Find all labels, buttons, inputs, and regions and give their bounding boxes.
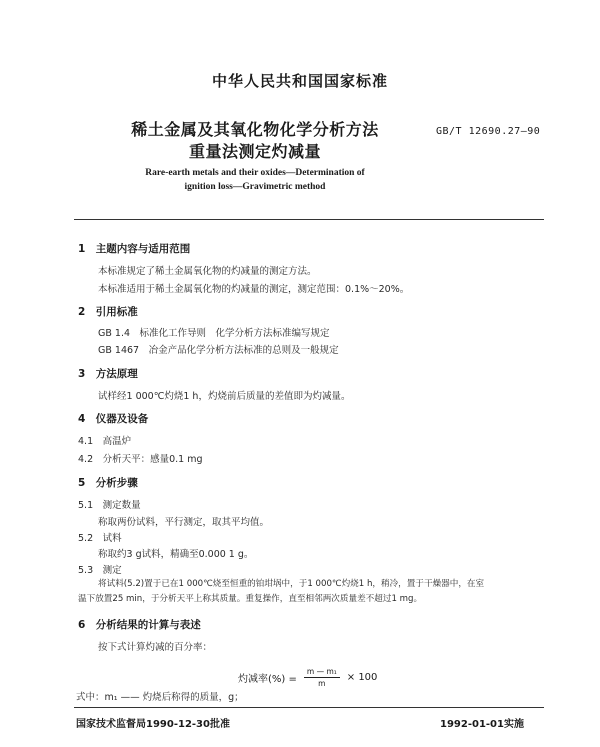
english-title-line2: ignition loss—Gravimetric method <box>184 182 326 192</box>
section-3-heading: 3 方法原理 <box>78 368 138 380</box>
approval-date: 国家技术监督局1990-12-30批准 <box>76 719 230 730</box>
item-5-2: 5.2 试料 <box>78 533 122 544</box>
formula-fraction <box>304 667 340 688</box>
standard-number: GB/T 12690.27—90 <box>436 126 541 137</box>
formula-denominator: m <box>318 679 326 688</box>
item-5-3-text-line2: 温下放置25 min，于分析天平上称其质量。重复操作，直至相邻两次质量差不超过1 mg。 <box>78 594 423 604</box>
item-5-2-text: 称取约3 g试料，精确至0.000 1 g。 <box>98 549 254 560</box>
formula-where-clause: 式中：m₁ —— 灼烧后称得的质量，g； <box>76 692 244 703</box>
section-3-paragraph: 试样经1 000℃灼烧1 h，灼烧前后质量的差值即为灼减量。 <box>98 391 351 402</box>
section-5-heading: 5 分析步骤 <box>78 477 138 489</box>
footer-divider <box>74 707 544 708</box>
item-5-1: 5.1 测定数量 <box>78 500 141 511</box>
section-6-paragraph: 按下式计算灼减的百分率： <box>98 642 213 653</box>
item-4-1: 4.1 高温炉 <box>78 436 132 447</box>
section-1-paragraph-1: 本标准规定了稀土金属氧化物的灼减量的测定方法。 <box>98 266 317 277</box>
section-6-heading: 6 分析结果的计算与表述 <box>78 619 201 631</box>
national-standard-title: 中华人民共和国国家标准 <box>211 72 388 90</box>
document-title-line2: 重量法测定灼减量 <box>188 142 321 161</box>
reference-gb-1-4: GB 1.4 标准化工作导则 化学分析方法标准编写规定 <box>98 328 330 339</box>
formula-rhs: × 100 <box>346 672 378 683</box>
section-4-heading: 4 仪器及设备 <box>78 413 149 425</box>
item-5-3-text-line1: 将试料(5.2)置于已在1 000℃烧至恒重的铂坩埚中，于1 000℃灼烧1 h，稍冷，置于干燥器中，在室 <box>98 579 485 589</box>
english-title-line1: Rare-earth metals and their oxides—Determination of <box>145 168 365 178</box>
item-5-1-text: 称取两份试料，平行测定，取其平均值。 <box>98 517 270 528</box>
item-4-2: 4.2 分析天平：感量0.1 mg <box>78 454 203 465</box>
section-2-heading: 2 引用标准 <box>78 306 138 318</box>
reference-gb-1467: GB 1467 冶金产品化学分析方法标准的总则及一般规定 <box>98 345 339 356</box>
section-1-heading: 1 主题内容与适用范围 <box>78 243 191 255</box>
formula-numerator: m — m₁ <box>304 667 340 678</box>
document-title-line1: 稀土金属及其氧化物化学分析方法 <box>131 120 379 139</box>
section-1-paragraph-2: 本标准适用于稀土金属氧化物的灼减量的测定，测定范围：0.1%～20%。 <box>98 284 410 295</box>
formula-lhs: 灼减率(%) = <box>238 674 297 685</box>
header-divider <box>74 219 544 220</box>
item-5-3: 5.3 测定 <box>78 565 122 576</box>
ignition-loss-formula <box>238 667 377 688</box>
implementation-date: 1992-01-01实施 <box>440 719 524 730</box>
